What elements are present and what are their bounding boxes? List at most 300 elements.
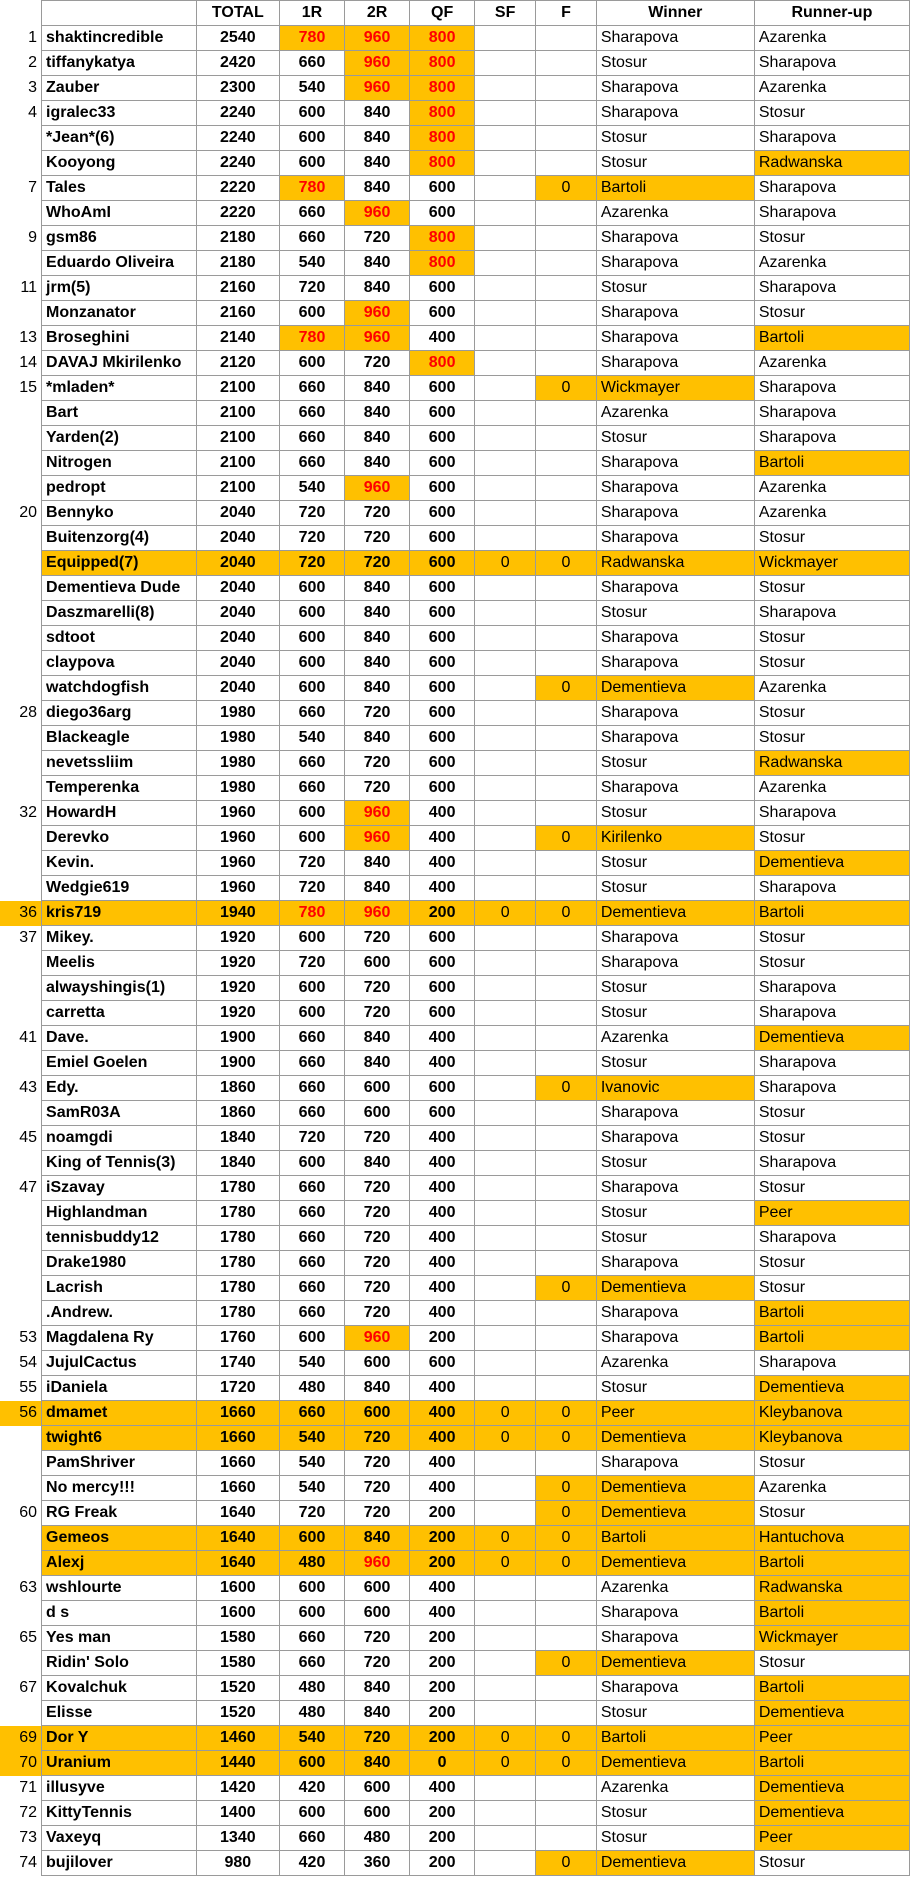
round2-cell: 720 — [345, 1226, 410, 1251]
table-row — [0, 1126, 910, 1151]
runner-up-pick-cell: Sharapova — [754, 1051, 909, 1076]
winner-pick-cell: Bartoli — [596, 1526, 754, 1551]
quarterfinal-cell: 400 — [410, 1426, 475, 1451]
winner-pick-cell: Stosur — [596, 601, 754, 626]
runner-up-pick-cell: Wickmayer — [754, 1626, 909, 1651]
semifinal-cell — [475, 1476, 536, 1501]
round1-cell: 780 — [279, 26, 344, 51]
player-name-cell: carretta — [42, 1001, 197, 1026]
table-row — [0, 626, 910, 651]
quarterfinal-cell: 600 — [410, 776, 475, 801]
round2-cell: 840 — [345, 1701, 410, 1726]
winner-pick-cell: Dementieva — [596, 1276, 754, 1301]
quarterfinal-cell: 200 — [410, 1551, 475, 1576]
winner-pick-cell: Dementieva — [596, 1851, 754, 1876]
total-cell: 1460 — [196, 1726, 279, 1751]
total-cell: 1600 — [196, 1601, 279, 1626]
total-cell: 2420 — [196, 51, 279, 76]
final-cell — [536, 1026, 597, 1051]
round2-cell: 960 — [345, 476, 410, 501]
final-cell — [536, 876, 597, 901]
quarterfinal-cell: 600 — [410, 301, 475, 326]
table-row — [0, 901, 910, 926]
total-cell: 1780 — [196, 1176, 279, 1201]
winner-pick-cell: Sharapova — [596, 1676, 754, 1701]
winner-pick-cell: Stosur — [596, 51, 754, 76]
round1-cell: 600 — [279, 1001, 344, 1026]
table-row — [0, 1426, 910, 1451]
runner-up-pick-cell: Dementieva — [754, 1026, 909, 1051]
winner-pick-cell: Sharapova — [596, 951, 754, 976]
total-cell: 2040 — [196, 601, 279, 626]
rank-cell: 43 — [19, 1079, 38, 1096]
rank-cell — [0, 476, 42, 501]
quarterfinal-cell: 400 — [410, 1376, 475, 1401]
runner-up-pick-cell: Stosur — [754, 1276, 909, 1301]
winner-pick-cell: Sharapova — [596, 1301, 754, 1326]
rank-cell: 13 — [19, 329, 38, 346]
player-name-cell: Tales — [42, 176, 197, 201]
round1-cell: 480 — [279, 1676, 344, 1701]
player-name-cell: diego36arg — [42, 701, 197, 726]
total-cell: 1960 — [196, 826, 279, 851]
rank-cell — [0, 301, 42, 326]
player-name-cell: RG Freak — [42, 1501, 197, 1526]
table-row — [0, 26, 910, 51]
final-cell — [536, 751, 597, 776]
semifinal-cell — [475, 426, 536, 451]
round2-cell: 840 — [345, 576, 410, 601]
semifinal-cell — [475, 826, 536, 851]
winner-pick-cell: Sharapova — [596, 26, 754, 51]
round2-cell: 960 — [345, 901, 410, 926]
winner-pick-cell: Stosur — [596, 151, 754, 176]
total-cell: 1520 — [196, 1701, 279, 1726]
total-cell: 1960 — [196, 876, 279, 901]
semifinal-cell — [475, 876, 536, 901]
final-cell — [536, 276, 597, 301]
round1-cell: 660 — [279, 401, 344, 426]
round2-cell: 720 — [345, 1501, 410, 1526]
semifinal-cell — [475, 476, 536, 501]
runner-up-pick-cell: Bartoli — [754, 451, 909, 476]
total-cell: 2040 — [196, 651, 279, 676]
round1-cell: 660 — [279, 1026, 344, 1051]
table-row — [0, 1101, 910, 1126]
final-cell: 0 — [536, 1476, 597, 1501]
round1-cell: 660 — [279, 1651, 344, 1676]
round1-cell: 420 — [279, 1851, 344, 1876]
total-cell: 1780 — [196, 1226, 279, 1251]
semifinal-cell — [475, 1201, 536, 1226]
runner-up-pick-cell: Sharapova — [754, 401, 909, 426]
quarterfinal-cell: 400 — [410, 1201, 475, 1226]
winner-pick-cell: Sharapova — [596, 526, 754, 551]
quarterfinal-cell: 600 — [410, 426, 475, 451]
runner-up-pick-cell: Stosur — [754, 626, 909, 651]
winner-pick-cell: Stosur — [596, 426, 754, 451]
final-cell: 0 — [536, 1501, 597, 1526]
winner-pick-cell: Stosur — [596, 1826, 754, 1851]
runner-up-pick-cell: Radwanska — [754, 1576, 909, 1601]
round2-cell: 840 — [345, 601, 410, 626]
round2-cell: 600 — [345, 1601, 410, 1626]
rank-cell: 71 — [19, 1779, 38, 1796]
quarterfinal-cell: 600 — [410, 276, 475, 301]
player-name-cell: Gemeos — [42, 1526, 197, 1551]
total-cell: 2040 — [196, 551, 279, 576]
round1-cell: 660 — [279, 1826, 344, 1851]
total-cell: 1520 — [196, 1676, 279, 1701]
semifinal-cell: 0 — [475, 1401, 536, 1426]
final-cell — [536, 1801, 597, 1826]
round2-cell: 720 — [345, 1126, 410, 1151]
round1-cell: 540 — [279, 251, 344, 276]
final-cell — [536, 226, 597, 251]
player-name-cell: KittyTennis — [42, 1801, 197, 1826]
header-winner: Winner — [596, 1, 754, 26]
semifinal-cell — [475, 951, 536, 976]
total-cell: 2040 — [196, 676, 279, 701]
table-row — [0, 1551, 910, 1576]
quarterfinal-cell: 600 — [410, 376, 475, 401]
player-name-cell: Kovalchuk — [42, 1676, 197, 1701]
rank-cell: 11 — [20, 279, 38, 296]
total-cell: 2180 — [196, 226, 279, 251]
round2-cell: 840 — [345, 676, 410, 701]
round2-cell: 600 — [345, 1401, 410, 1426]
quarterfinal-cell: 400 — [410, 1776, 475, 1801]
runner-up-pick-cell: Dementieva — [754, 851, 909, 876]
rank-cell: 37 — [19, 929, 38, 946]
round2-cell: 720 — [345, 1176, 410, 1201]
total-cell: 1780 — [196, 1276, 279, 1301]
quarterfinal-cell: 0 — [410, 1751, 475, 1776]
semifinal-cell — [475, 301, 536, 326]
rank-cell: 9 — [28, 229, 38, 246]
header-qf: QF — [410, 1, 475, 26]
semifinal-cell — [475, 1826, 536, 1851]
table-row — [0, 51, 910, 76]
total-cell: 1740 — [196, 1351, 279, 1376]
quarterfinal-cell: 400 — [410, 1301, 475, 1326]
winner-pick-cell: Stosur — [596, 976, 754, 1001]
semifinal-cell — [475, 101, 536, 126]
semifinal-cell — [475, 1376, 536, 1401]
total-cell: 2040 — [196, 526, 279, 551]
rank-cell — [0, 451, 42, 476]
semifinal-cell — [475, 176, 536, 201]
player-name-cell: Dementieva Dude — [42, 576, 197, 601]
total-cell: 1400 — [196, 1801, 279, 1826]
runner-up-pick-cell: Dementieva — [754, 1701, 909, 1726]
winner-pick-cell: Bartoli — [596, 1726, 754, 1751]
round1-cell: 720 — [279, 851, 344, 876]
total-cell: 2100 — [196, 401, 279, 426]
quarterfinal-cell: 400 — [410, 1601, 475, 1626]
rank-cell — [0, 1226, 42, 1251]
player-name-cell: Alexj — [42, 1551, 197, 1576]
quarterfinal-cell: 200 — [410, 1801, 475, 1826]
total-cell: 2040 — [196, 576, 279, 601]
quarterfinal-cell: 200 — [410, 1326, 475, 1351]
winner-pick-cell: Dementieva — [596, 1476, 754, 1501]
table-row — [0, 576, 910, 601]
quarterfinal-cell: 600 — [410, 701, 475, 726]
total-cell: 1640 — [196, 1526, 279, 1551]
semifinal-cell — [475, 1276, 536, 1301]
round1-cell: 600 — [279, 301, 344, 326]
final-cell: 0 — [536, 676, 597, 701]
quarterfinal-cell: 400 — [410, 1051, 475, 1076]
round2-cell: 840 — [345, 1376, 410, 1401]
runner-up-pick-cell: Stosur — [754, 701, 909, 726]
quarterfinal-cell: 400 — [410, 876, 475, 901]
final-cell — [536, 101, 597, 126]
round2-cell: 720 — [345, 551, 410, 576]
round1-cell: 600 — [279, 826, 344, 851]
rank-cell — [0, 651, 42, 676]
winner-pick-cell: Sharapova — [596, 1451, 754, 1476]
quarterfinal-cell: 800 — [410, 351, 475, 376]
rank-cell: 7 — [28, 179, 38, 196]
rank-cell — [0, 876, 42, 901]
round2-cell: 720 — [345, 926, 410, 951]
player-name-cell: Dor Y — [42, 1726, 197, 1751]
runner-up-pick-cell: Stosur — [754, 1501, 909, 1526]
round1-cell: 480 — [279, 1376, 344, 1401]
player-name-cell: Dave. — [42, 1026, 197, 1051]
table-row — [0, 201, 910, 226]
round1-cell: 600 — [279, 651, 344, 676]
winner-pick-cell: Sharapova — [596, 776, 754, 801]
quarterfinal-cell: 400 — [410, 801, 475, 826]
total-cell: 2140 — [196, 326, 279, 351]
final-cell: 0 — [536, 1426, 597, 1451]
player-name-cell: JujulCactus — [42, 1351, 197, 1376]
player-name-cell: *Jean*(6) — [42, 126, 197, 151]
player-name-cell: Monzanator — [42, 301, 197, 326]
final-cell: 0 — [536, 1526, 597, 1551]
runner-up-pick-cell: Azarenka — [754, 351, 909, 376]
quarterfinal-cell: 600 — [410, 1076, 475, 1101]
runner-up-pick-cell: Sharapova — [754, 201, 909, 226]
player-name-cell: Elisse — [42, 1701, 197, 1726]
round2-cell: 840 — [345, 451, 410, 476]
round1-cell: 720 — [279, 526, 344, 551]
final-cell — [536, 301, 597, 326]
winner-pick-cell: Dementieva — [596, 676, 754, 701]
semifinal-cell — [475, 1026, 536, 1051]
winner-pick-cell: Sharapova — [596, 1101, 754, 1126]
table-row — [0, 1026, 910, 1051]
round1-cell: 660 — [279, 701, 344, 726]
final-cell — [536, 726, 597, 751]
rank-cell: 20 — [19, 504, 38, 521]
rank-cell: 4 — [28, 104, 38, 121]
quarterfinal-cell: 600 — [410, 926, 475, 951]
runner-up-pick-cell: Azarenka — [754, 76, 909, 101]
player-name-cell: Bennyko — [42, 501, 197, 526]
final-cell — [536, 251, 597, 276]
round2-cell: 840 — [345, 851, 410, 876]
round2-cell: 840 — [345, 726, 410, 751]
winner-pick-cell: Azarenka — [596, 401, 754, 426]
quarterfinal-cell: 600 — [410, 526, 475, 551]
table-row — [0, 1776, 910, 1801]
final-cell — [536, 851, 597, 876]
rank-cell — [0, 1451, 42, 1476]
rank-cell — [0, 1201, 42, 1226]
table-row — [0, 251, 910, 276]
table-row — [0, 401, 910, 426]
semifinal-cell — [475, 1076, 536, 1101]
total-cell: 1860 — [196, 1101, 279, 1126]
winner-pick-cell: Stosur — [596, 1801, 754, 1826]
semifinal-cell — [475, 26, 536, 51]
player-name-cell: twight6 — [42, 1426, 197, 1451]
winner-pick-cell: Sharapova — [596, 726, 754, 751]
table-row — [0, 1601, 910, 1626]
rank-cell: 70 — [0, 1751, 42, 1776]
header-name — [42, 1, 197, 26]
rank-cell — [0, 151, 42, 176]
runner-up-pick-cell: Kleybanova — [754, 1401, 909, 1426]
final-cell — [536, 426, 597, 451]
table-row — [0, 1326, 910, 1351]
player-name-cell: watchdogfish — [42, 676, 197, 701]
final-cell — [536, 326, 597, 351]
semifinal-cell — [475, 651, 536, 676]
round2-cell: 600 — [345, 1776, 410, 1801]
final-cell — [536, 1001, 597, 1026]
round1-cell: 600 — [279, 101, 344, 126]
rank-cell: 63 — [19, 1579, 38, 1596]
round2-cell: 840 — [345, 1026, 410, 1051]
runner-up-pick-cell: Sharapova — [754, 1151, 909, 1176]
total-cell: 1860 — [196, 1076, 279, 1101]
final-cell — [536, 401, 597, 426]
round1-cell: 600 — [279, 801, 344, 826]
rank-cell — [0, 576, 42, 601]
winner-pick-cell: Stosur — [596, 126, 754, 151]
semifinal-cell: 0 — [475, 551, 536, 576]
semifinal-cell — [475, 1226, 536, 1251]
total-cell: 1780 — [196, 1251, 279, 1276]
final-cell — [536, 501, 597, 526]
quarterfinal-cell: 800 — [410, 151, 475, 176]
round1-cell: 540 — [279, 476, 344, 501]
table-row — [0, 1226, 910, 1251]
quarterfinal-cell: 400 — [410, 826, 475, 851]
quarterfinal-cell: 600 — [410, 651, 475, 676]
winner-pick-cell: Kirilenko — [596, 826, 754, 851]
total-cell: 1660 — [196, 1476, 279, 1501]
round2-cell: 720 — [345, 1451, 410, 1476]
winner-pick-cell: Sharapova — [596, 251, 754, 276]
quarterfinal-cell: 600 — [410, 451, 475, 476]
runner-up-pick-cell: Sharapova — [754, 1351, 909, 1376]
player-name-cell: iSzavay — [42, 1176, 197, 1201]
runner-up-pick-cell: Bartoli — [754, 1326, 909, 1351]
runner-up-pick-cell: Azarenka — [754, 676, 909, 701]
rank-cell — [0, 851, 42, 876]
player-name-cell: Eduardo Oliveira — [42, 251, 197, 276]
round2-cell: 840 — [345, 251, 410, 276]
rank-cell — [0, 601, 42, 626]
runner-up-pick-cell: Stosur — [754, 576, 909, 601]
runner-up-pick-cell: Azarenka — [754, 251, 909, 276]
total-cell: 1660 — [196, 1401, 279, 1426]
player-name-cell: Highlandman — [42, 1201, 197, 1226]
table-row — [0, 826, 910, 851]
quarterfinal-cell: 400 — [410, 1026, 475, 1051]
winner-pick-cell: Sharapova — [596, 1251, 754, 1276]
quarterfinal-cell: 600 — [410, 751, 475, 776]
round1-cell: 540 — [279, 1476, 344, 1501]
rank-cell: 41 — [19, 1029, 38, 1046]
total-cell: 2240 — [196, 101, 279, 126]
rank-cell — [0, 676, 42, 701]
quarterfinal-cell: 600 — [410, 626, 475, 651]
total-cell: 1760 — [196, 1326, 279, 1351]
total-cell: 1960 — [196, 801, 279, 826]
player-name-cell: .Andrew. — [42, 1301, 197, 1326]
winner-pick-cell: Dementieva — [596, 1551, 754, 1576]
rank-cell: 14 — [19, 354, 38, 371]
table-row — [0, 1401, 910, 1426]
round2-cell: 720 — [345, 1201, 410, 1226]
table-row — [0, 1701, 910, 1726]
quarterfinal-cell: 600 — [410, 976, 475, 1001]
semifinal-cell — [475, 126, 536, 151]
quarterfinal-cell: 400 — [410, 1476, 475, 1501]
semifinal-cell — [475, 1651, 536, 1676]
table-row — [0, 326, 910, 351]
table-row — [0, 751, 910, 776]
semifinal-cell — [475, 1626, 536, 1651]
table-row — [0, 851, 910, 876]
final-cell — [536, 1326, 597, 1351]
round1-cell: 600 — [279, 351, 344, 376]
final-cell — [536, 1176, 597, 1201]
table-row — [0, 1001, 910, 1026]
winner-pick-cell: Sharapova — [596, 1126, 754, 1151]
round2-cell: 720 — [345, 1001, 410, 1026]
rank-cell: 47 — [19, 1179, 38, 1196]
final-cell — [536, 626, 597, 651]
table-row — [0, 1176, 910, 1201]
table-row — [0, 1726, 910, 1751]
table-row — [0, 76, 910, 101]
round1-cell: 600 — [279, 1151, 344, 1176]
semifinal-cell — [475, 601, 536, 626]
round1-cell: 660 — [279, 751, 344, 776]
winner-pick-cell: Sharapova — [596, 301, 754, 326]
quarterfinal-cell: 800 — [410, 226, 475, 251]
winner-pick-cell: Radwanska — [596, 551, 754, 576]
winner-pick-cell: Sharapova — [596, 651, 754, 676]
final-cell: 0 — [536, 1851, 597, 1876]
header-row — [0, 1, 910, 26]
semifinal-cell — [475, 1151, 536, 1176]
quarterfinal-cell: 600 — [410, 201, 475, 226]
table-row — [0, 1076, 910, 1101]
round2-cell: 840 — [345, 876, 410, 901]
round1-cell: 600 — [279, 926, 344, 951]
final-cell — [536, 1151, 597, 1176]
semifinal-cell: 0 — [475, 1551, 536, 1576]
